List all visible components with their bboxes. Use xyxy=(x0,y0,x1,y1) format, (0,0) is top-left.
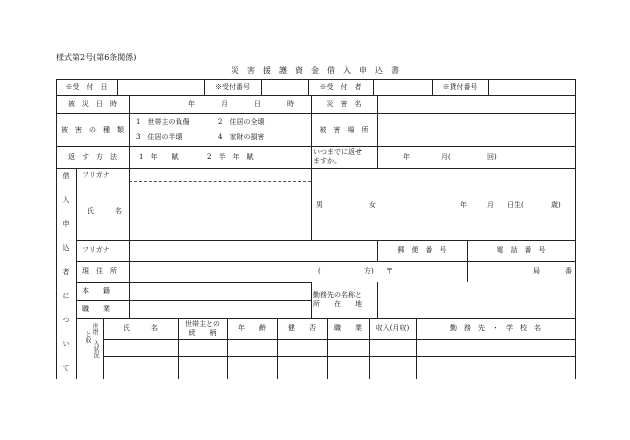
phone-number-unit: 番 xyxy=(565,267,572,275)
gender-male[interactable]: 男 xyxy=(316,201,323,209)
birth-age-unit: 歳) xyxy=(551,201,561,209)
col-relation-2: 続 柄 xyxy=(188,329,217,337)
occupation-label: 職 業 xyxy=(82,305,110,313)
received-date-label: ※受 付 日 xyxy=(65,83,108,91)
damage-option-4[interactable]: 4 家財の損害 xyxy=(218,133,265,141)
household-label-3: 入状況 xyxy=(92,340,99,358)
applicant-section-label: 借入申込者について xyxy=(62,172,70,388)
address-paren-open: ( xyxy=(318,267,321,275)
phone-bureau-unit: 局 xyxy=(533,267,540,275)
postal-mark: 〒 xyxy=(386,267,393,275)
damage-option-1[interactable]: 1 世帯主の負傷 xyxy=(136,118,190,126)
form-title: 災 害 援 護 資 金 借 入 申 込 書 xyxy=(231,66,399,75)
col-occupation: 職 業 xyxy=(334,324,362,332)
col-income: 収入(月収) xyxy=(375,324,410,332)
repay-until-label-2: ますか。 xyxy=(313,157,341,165)
household-label-1: 世帯 xyxy=(91,323,98,335)
style-number: 様式第2号(第6条関係) xyxy=(56,53,137,62)
household-label-2: と収 xyxy=(84,331,91,343)
domicile-label: 本 籍 xyxy=(82,287,110,295)
gender-female[interactable]: 女 xyxy=(369,201,376,209)
repay-until-times: 回) xyxy=(487,153,497,161)
birth-month-unit: 月 xyxy=(487,201,494,209)
repay-until-label-1: いつまでに返せ xyxy=(313,148,362,156)
loan-number-label: ※貸付番号 xyxy=(442,83,478,91)
repay-until-month: 月( xyxy=(441,153,451,161)
workplace-label-2: 所 在 地 xyxy=(313,300,362,308)
repayment-option-annual[interactable]: 1 年 賦 xyxy=(139,153,179,161)
workplace-label-1: 勤務先の名称と xyxy=(313,291,362,299)
col-name: 氏 名 xyxy=(123,324,158,332)
repayment-method-label: 返 す 方 法 xyxy=(68,153,117,161)
address-label: 現 住 所 xyxy=(82,267,117,275)
date-year-unit: 年 xyxy=(188,100,195,108)
postal-code-label: 郵 便 番 号 xyxy=(397,246,447,254)
name-label: 氏 名 xyxy=(87,207,122,215)
phone-number-label: 電 話 番 号 xyxy=(496,246,546,254)
col-relation-1: 世帯主との xyxy=(185,320,220,328)
date-hour-unit: 時 xyxy=(287,100,294,108)
received-date-field[interactable] xyxy=(118,80,203,94)
receiver-label: ※受 付 者 xyxy=(319,83,362,91)
disaster-date-label: 被 災 日 時 xyxy=(68,100,117,108)
birth-year-unit: 年 xyxy=(460,201,467,209)
damage-option-3[interactable]: 3 住居の半壊 xyxy=(136,133,183,141)
address-paren-close: 方) xyxy=(364,267,374,275)
date-month-unit: 月 xyxy=(221,100,228,108)
repay-until-year: 年 xyxy=(403,153,410,161)
damage-place-label: 被 害 場 所 xyxy=(319,126,369,134)
col-health: 健 否 xyxy=(288,324,316,332)
disaster-name-label: 災 害 名 xyxy=(326,100,362,108)
col-age: 年 齢 xyxy=(238,324,266,332)
furigana-label: フリガナ xyxy=(82,171,110,179)
date-day-unit: 日 xyxy=(254,100,261,108)
birth-day-unit: 日生( xyxy=(507,201,524,209)
col-workplace: 勤 務 先 ・ 学 校 名 xyxy=(450,324,541,332)
damage-type-label: 被 害 の 種 類 xyxy=(61,126,124,134)
furigana-label-2: フリガナ xyxy=(82,246,110,254)
damage-option-2[interactable]: 2 住居の全壊 xyxy=(218,118,265,126)
received-number-label: ※受付番号 xyxy=(215,83,250,91)
name-field[interactable] xyxy=(130,183,310,239)
repayment-option-semiannual[interactable]: 2 半 年 賦 xyxy=(207,153,254,161)
